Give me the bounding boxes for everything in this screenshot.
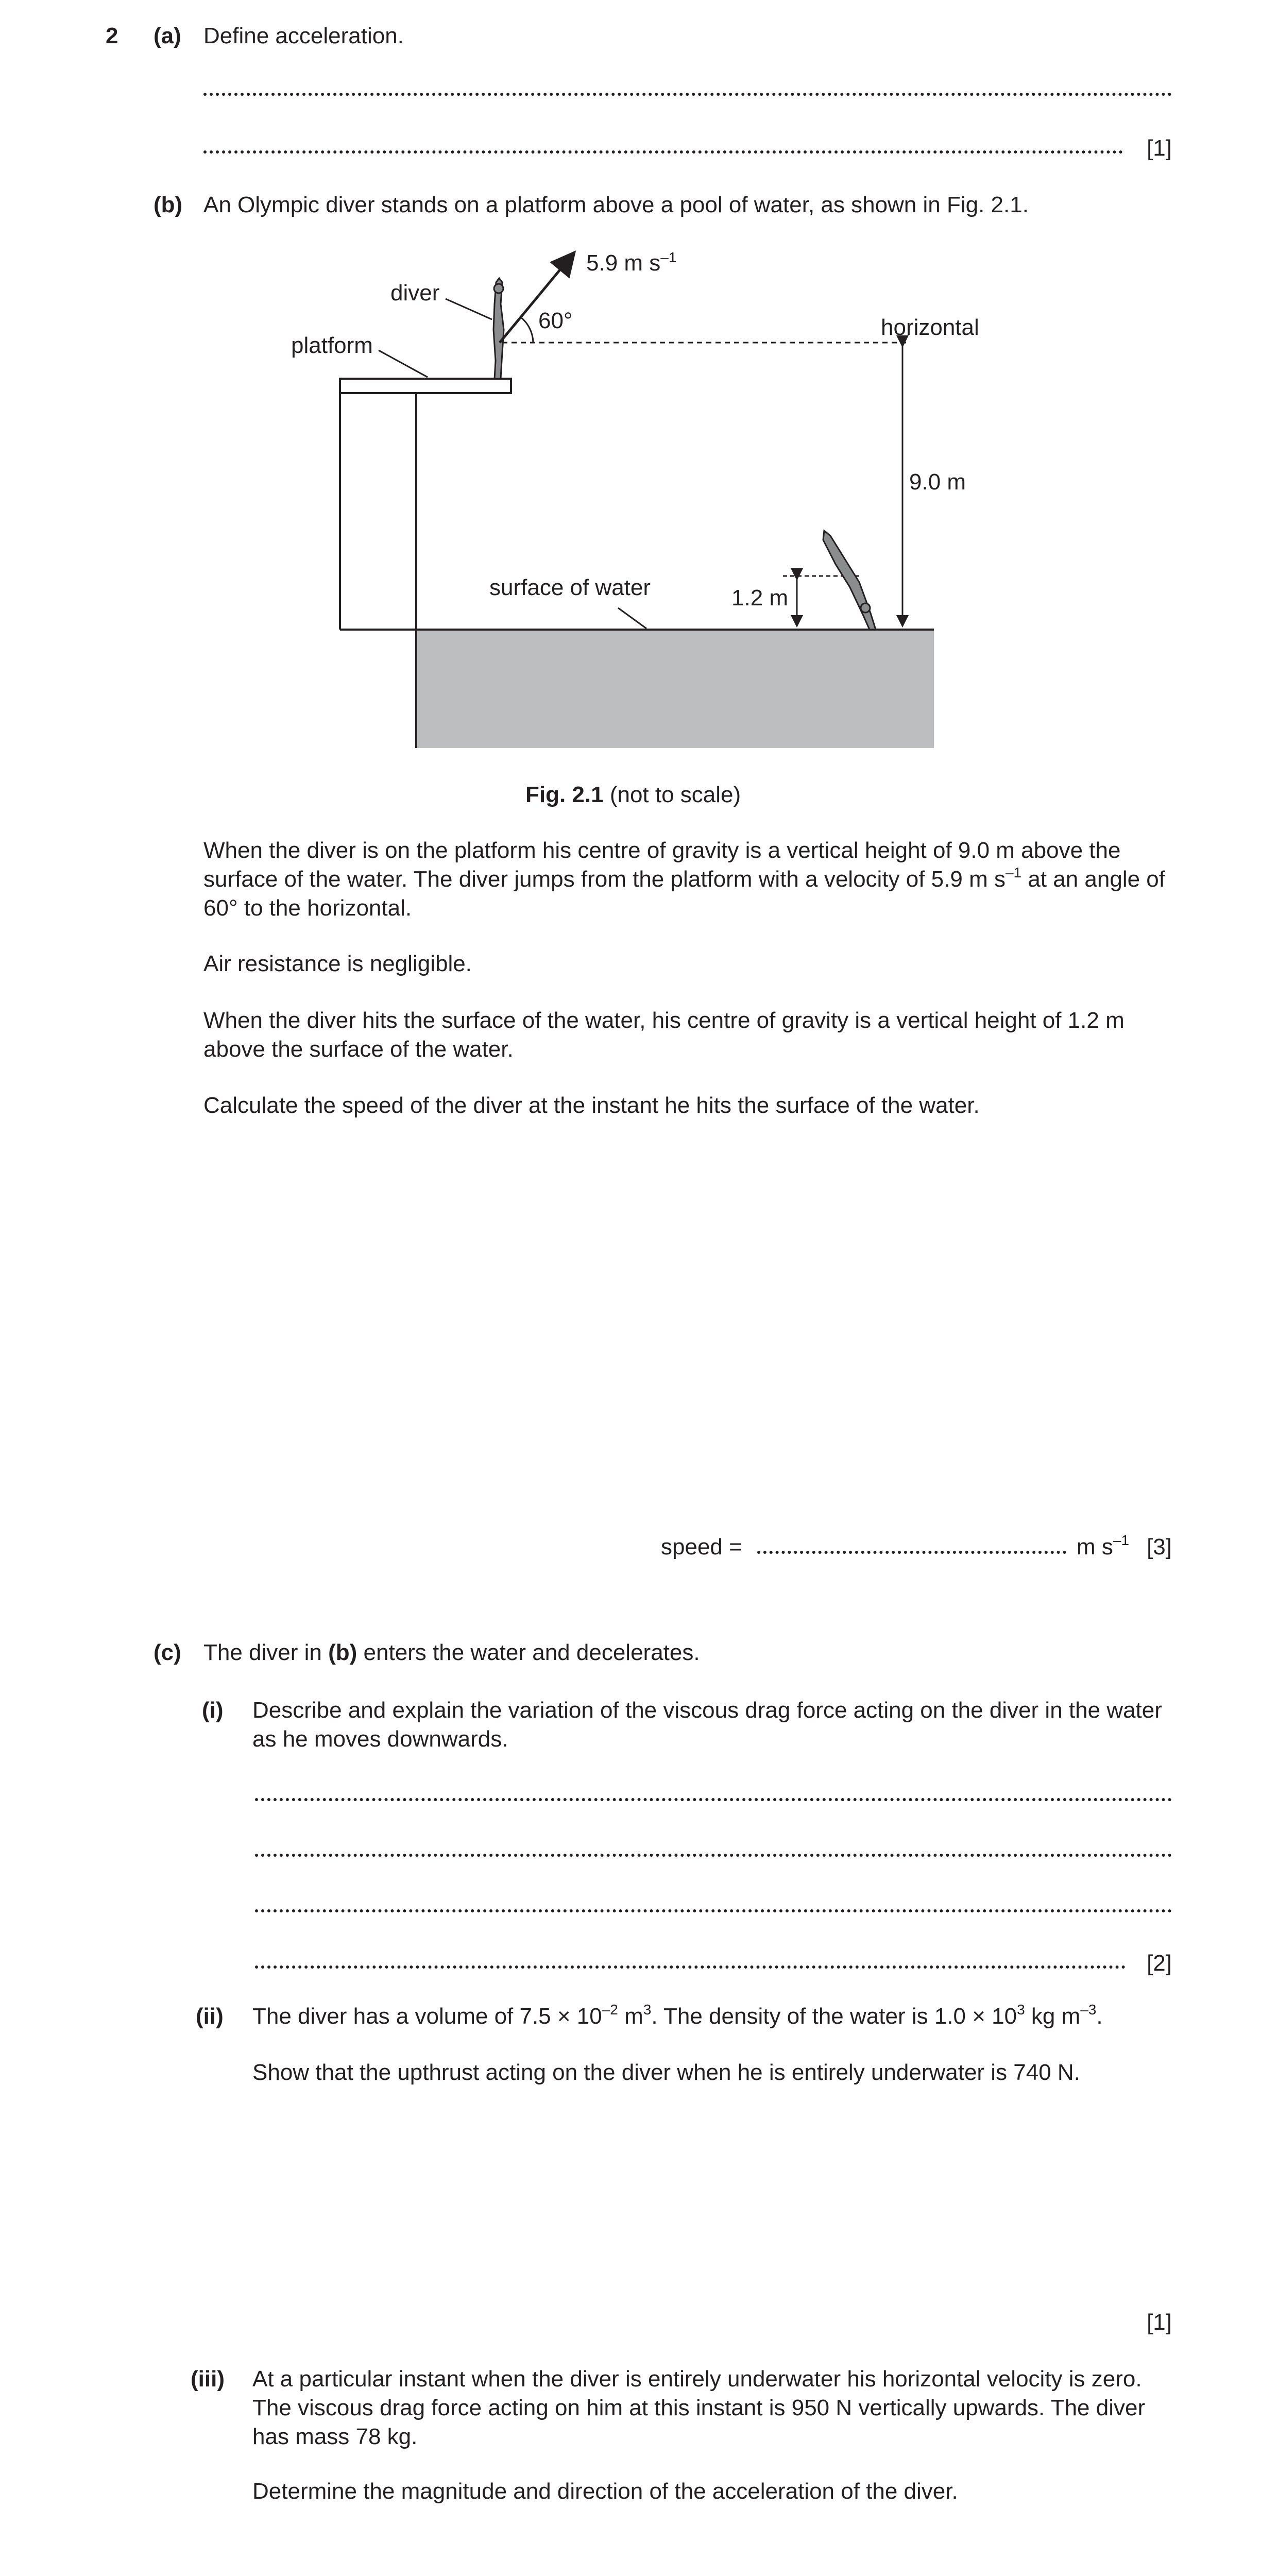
part-ciii-determine: Determine the magnitude and direction of the acceleration of the diver. bbox=[252, 2479, 958, 2504]
pool-water bbox=[416, 630, 934, 748]
velocity-label: 5.9 m $s^{-1}$ bbox=[586, 249, 677, 276]
mark-ci: [2] bbox=[1147, 1951, 1172, 1976]
part-c-label: (c) bbox=[154, 1640, 181, 1665]
part-b-intro: An Olympic diver stands on a platform above a pool of water, as shown in Fig. 2.1. bbox=[203, 192, 1029, 217]
part-ciii-label: (iii) bbox=[191, 2366, 225, 2392]
diver-standing-icon bbox=[493, 278, 504, 379]
part-ci-label: (i) bbox=[202, 1698, 224, 1723]
question-number: 2 bbox=[106, 23, 118, 48]
part-ciii-text: At a particular instant when the diver is entirely underwater his horizontal velocity is zero. The viscous drag force acting on him at this instant is 950 N vertically upwards. The diver has mass 78 kg. bbox=[252, 2366, 1146, 2449]
platform-label: platform bbox=[291, 333, 373, 358]
horizontal-label: horizontal bbox=[881, 315, 979, 340]
part-ci-text: Describe and explain the variation of the viscous drag force acting on the diver in the water as he moves downwards. bbox=[252, 1698, 1162, 1752]
height-label: 9.0 m bbox=[909, 469, 966, 495]
angle-label: 60° bbox=[538, 308, 573, 333]
mark-a: [1] bbox=[1147, 135, 1172, 161]
part-cii-label: (ii) bbox=[196, 2004, 224, 2029]
answer-line-ci2[interactable] bbox=[255, 1854, 1172, 1857]
diver-label: diver bbox=[390, 280, 440, 306]
mark-b: [3] bbox=[1147, 1534, 1172, 1560]
platform-top bbox=[340, 379, 511, 393]
part-cii-show: Show that the upthrust acting on the diver when he is entirely underwater is 740 N. bbox=[252, 2060, 1080, 2085]
part-b-para1: When the diver is on the platform his centre of gravity is a vertical height of 9.0 m above the surface of the water. The diver jumps from the platform with a velocity of 5.9 m $s^{-1}$ at an angle of 60° to the horizontal. bbox=[203, 838, 1165, 921]
answer-line-ci1[interactable] bbox=[255, 1798, 1172, 1801]
part-b-para2: Air resistance is negligible. bbox=[203, 951, 472, 976]
figure-diver-platform bbox=[0, 0, 1278, 814]
part-a-text: Define acceleration. bbox=[203, 23, 404, 48]
angle-arc bbox=[520, 317, 533, 343]
speed-label: speed = bbox=[661, 1534, 742, 1560]
part-b-para4: Calculate the speed of the diver at the instant he hits the surface of the water. bbox=[203, 1093, 980, 1118]
entry-height-label: 1.2 m bbox=[731, 585, 789, 611]
speed-answer-line[interactable] bbox=[757, 1551, 1066, 1554]
diver-diving-icon bbox=[823, 531, 876, 630]
answer-line-ci3[interactable] bbox=[255, 1909, 1172, 1912]
mark-cii: [1] bbox=[1147, 2310, 1172, 2335]
part-b-label: (b) bbox=[154, 192, 183, 217]
water-label: surface of water bbox=[489, 575, 651, 600]
part-c-intro: The diver in (b) enters the water and decelerates. bbox=[203, 1640, 700, 1665]
answer-line-ci4[interactable] bbox=[255, 1965, 1126, 1969]
part-cii-text: The diver has a volume of $7.5 \times 10^{-2}$ $m^3$. The density of the water is $1.0 \times 10^3$ kg $m^{-3}$. bbox=[252, 2002, 1103, 2029]
speed-unit: m $s^{-1}$ bbox=[1077, 1532, 1130, 1560]
figure-caption: Fig. 2.1 (not to scale) bbox=[525, 782, 741, 807]
part-a-label: (a) bbox=[154, 23, 181, 48]
part-b-para3: When the diver hits the surface of the water, his centre of gravity is a vertical height of 1.2 m above the surface of the water. bbox=[203, 1008, 1124, 1062]
